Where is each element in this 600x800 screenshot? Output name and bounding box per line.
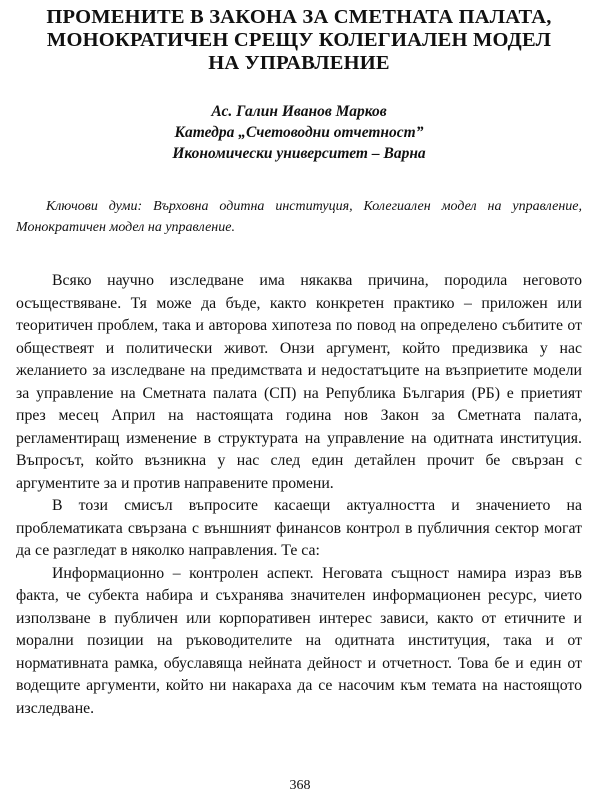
page-number: 368 — [289, 778, 311, 793]
paper-title — [16, 6, 582, 75]
author-name: Ас. Галин Иванов Марков — [211, 103, 387, 120]
paragraph: В този смисъл въпросите касаещи актуалността и значението на проблематиката свързана с външният финансов контрол в публичния сектор могат да се разгледат в няколко направления. Те са: — [16, 497, 582, 559]
title-line-2: МОНОКРАТИЧЕН СРЕЩУ КОЛЕГИАЛЕН МОДЕЛ — [46, 29, 552, 51]
title-line-1: ПРОМЕНИТЕ В ЗАКОНА ЗА СМЕТНАТА ПАЛАТА, — [46, 6, 552, 28]
paragraph: Информационно – контролен аспект. Неговата същност намира израз във факта, че субекта набира и съхранява значителен информационен ресурс, чието използване в публичен или корпоративен интерес зависи, както от етичните и морални позиции на ръководителите на одитната институция, така и от нормативната рамка, обуславяща нейната дейност и отчетност. Това бе и един от водещите аргументи, който ни накараха да се насочим към темата на настоящото изследване. — [16, 564, 582, 717]
author-block — [16, 101, 582, 164]
keywords-label: Ключови думи: — [46, 199, 143, 214]
author-university: Икономически университет – Варна — [172, 145, 426, 162]
title-line-3: НА УПРАВЛЕНИЕ — [208, 52, 390, 74]
keywords-block — [16, 196, 582, 238]
paragraph: Всяко научно изследване има някаква причина, породила неговото осъществяване. Тя може да бъде, както конкретен практико – приложен или теоритичен проблем, така и авторова хипотеза по повод на определено събитите от обществеят и политически живот. Онзи аргумент, който предизвика у нас желанието за изследване на предимствата и недостатъците на възприетите модели за управление на Сметната палата (СП) на Република България (РБ) е приетият през месец Април на настоящата година нов Закон за Сметната палата, регламентиращ изменение в структурата на управление на одитната институция. Въпросът, който възникна у нас след един детайлен прочит бе свързан с аргументите за и против направените промени. — [16, 272, 582, 492]
author-department: Катедра „Счетоводни отчетност” — [174, 124, 424, 141]
body-text — [16, 270, 582, 720]
keywords-text: Върховна одитна институция, Колегиален модел на управление, Монократичен модел на управление. — [16, 199, 582, 235]
